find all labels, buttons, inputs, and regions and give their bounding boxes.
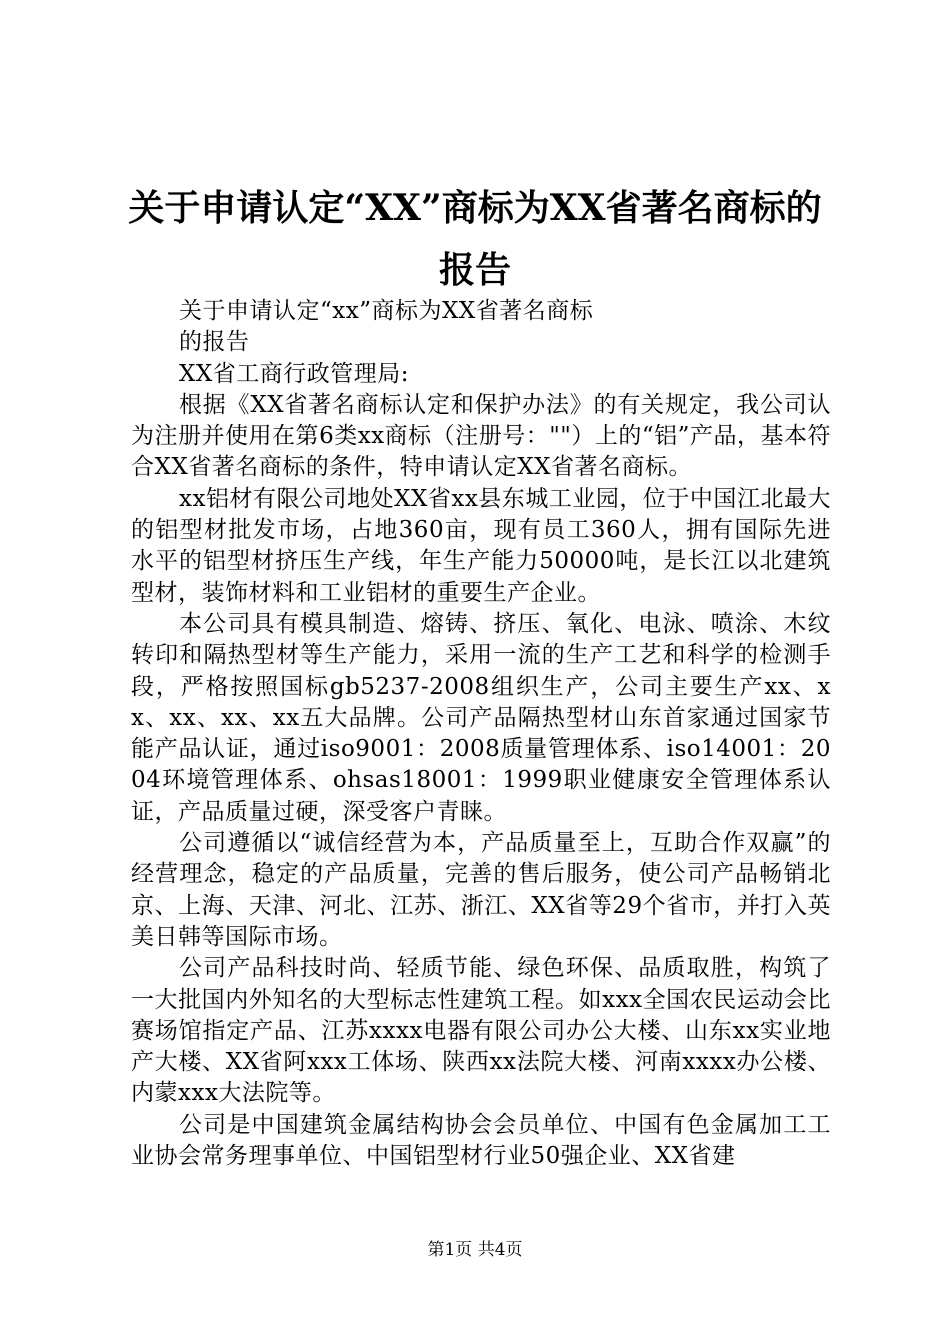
paragraph: 本公司具有模具制造、熔铸、挤压、氧化、电泳、喷涂、木纹转印和隔热型材等生产能力，采用一流的生产工艺和科学的检测手段，严格按照国标gb5237-2008组织生产，公司主要生产xx、xx、xx、xx、xx五大品牌。公司产品隔热型材山东首家通过国家节能产品认证，通过iso9001：2008质量管理体系、iso14001：2004环境管理体系、ohsas18001：1999职业健康安全管理体系认证，产品质量过硬，深受客户青睐。 <box>131 610 831 825</box>
document-body <box>131 296 831 1172</box>
paragraph: 公司产品科技时尚、轻质节能、绿色环保、品质取胜，构筑了一大批国内外知名的大型标志性建筑工程。如xxx全国农民运动会比赛场馆指定产品、江苏xxxx电器有限公司办公大楼、山东xx实业地产大楼、XX省阿xxx工体场、陕西xx法院大楼、河南xxxx办公楼、内蒙xxx大法院等。 <box>131 955 831 1107</box>
paragraph: XX省工商行政管理局: <box>179 360 409 387</box>
paragraph: 的报告 <box>179 329 250 356</box>
page-footer: 第1页 共4页 <box>427 1240 523 1260</box>
paragraph: 公司遵循以“诚信经营为本，产品质量至上，互助合作双赢”的经营理念，稳定的产品质量，完善的售后服务，使公司产品畅销北京、上海、天津、河北、江苏、浙江、XX省等29个省市，并打入英美日韩等国际市场。 <box>131 830 831 950</box>
paragraph: 公司是中国建筑金属结构协会会员单位、中国有色金属加工工业协会常务理事单位、中国铝型材行业50强企业、XX省建 <box>131 1111 831 1170</box>
paragraph: xx铝材有限公司地处XX省xx县东城工业园，位于中国江北最大的铝型材批发市场，占地360亩，现有员工360人，拥有国际先进水平的铝型材挤压生产线，年生产能力50000吨，是长江以北建筑型材，装饰材料和工业铝材的重要生产企业。 <box>131 485 831 606</box>
paragraph: 根据《XX省著名商标认定和保护办法》的有关规定，我公司认为注册并使用在第6类xx商标（注册号：""）上的“铝”产品，基本符合XX省著名商标的条件，特申请认定XX省著名商标。 <box>131 391 831 481</box>
document-title-line-2: 报告 <box>438 249 511 291</box>
document-title-line-1: 关于申请认定“XX”商标为XX省著名商标的 <box>128 187 822 229</box>
paragraph: 关于申请认定“xx”商标为XX省著名商标 <box>179 298 594 324</box>
